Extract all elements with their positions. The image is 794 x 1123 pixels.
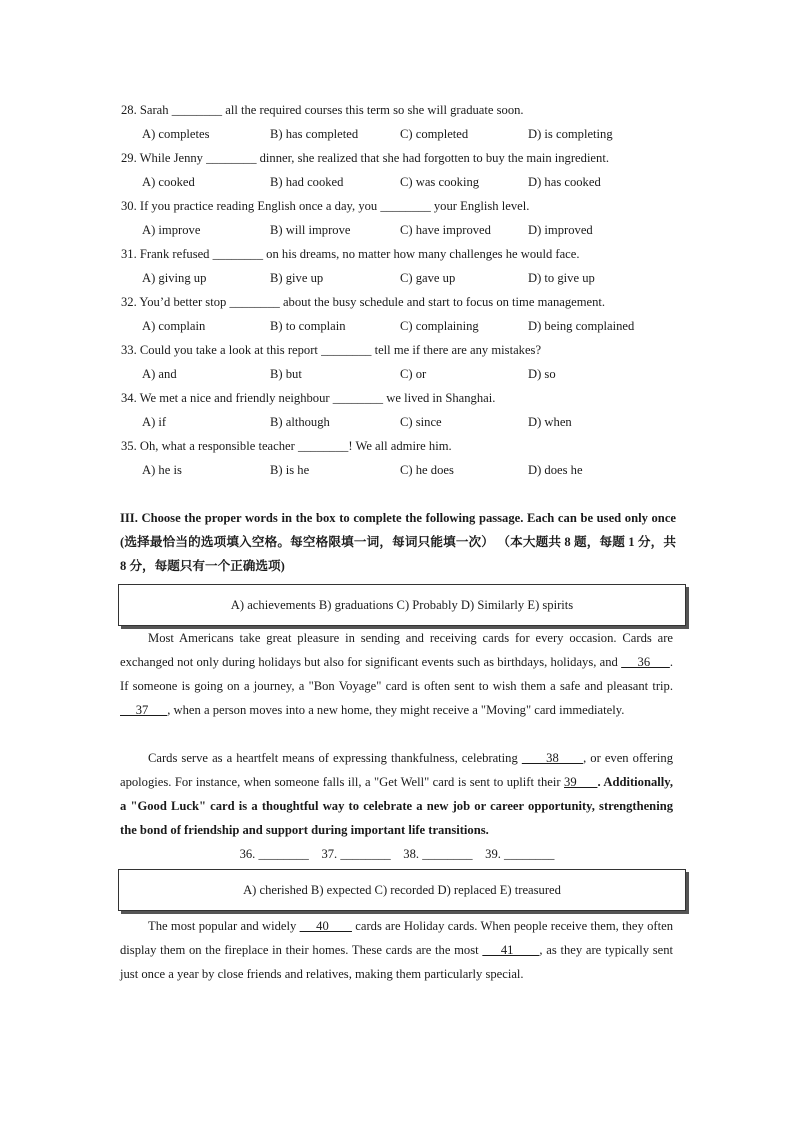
- question-30-option-c[interactable]: C) have improved: [400, 223, 491, 237]
- passage-paragraph-3: [120, 914, 673, 986]
- question-30-stem: 30. If you practice reading English once a day, you ________ your English level.: [121, 199, 530, 213]
- blank-36[interactable]: 36: [621, 655, 670, 669]
- question-34-option-d[interactable]: D) when: [528, 415, 572, 429]
- paragraph-3-text-a: The most popular and widely: [148, 919, 300, 933]
- question-31-option-c[interactable]: C) gave up: [400, 271, 456, 285]
- question-34-option-a[interactable]: A) if: [142, 415, 167, 429]
- blank-38[interactable]: 38: [521, 751, 584, 765]
- paragraph-3-text-b: cards are Holiday cards. When people receive them, they often display them on the fireplace in their homes. These cards are the most: [120, 919, 673, 957]
- question-34-option-c[interactable]: C) since: [400, 415, 442, 429]
- question-34-stem: 34. We met a nice and friendly neighbour ________ we lived in Shanghai.: [121, 391, 496, 405]
- paragraph-2-text-c: . Additionally, a "Good Luck" card is a thoughtful way to celebrate a new job or career opportunity, strengthening the bond of friendship and support during important life transitions.: [120, 775, 674, 837]
- word-box-1-options: A) achievements B) graduations C) Probably D) Similarly E) spirits: [230, 598, 574, 612]
- blank-39[interactable]: 39: [564, 775, 598, 789]
- blank-41[interactable]: 41: [482, 943, 540, 957]
- question-32-option-a[interactable]: A) complain: [142, 319, 206, 333]
- passage-paragraph-1: [120, 626, 673, 722]
- question-35-option-a[interactable]: A) he is: [142, 463, 182, 477]
- question-32-option-d[interactable]: D) being complained: [528, 319, 635, 333]
- question-30-option-b[interactable]: B) will improve: [270, 223, 351, 237]
- paragraph-1-text-b: . If someone is going on a journey, a "Bon Voyage" card is often sent to wish them a safe and pleasant trip.: [120, 655, 674, 693]
- question-33-option-a[interactable]: A) and: [142, 367, 177, 381]
- question-33-stem: 33. Could you take a look at this report ________ tell me if there are any mistakes?: [121, 343, 542, 357]
- question-29-option-a[interactable]: A) cooked: [142, 175, 195, 189]
- question-32-stem: 32. You’d better stop ________ about the busy schedule and start to focus on time management.: [121, 295, 606, 309]
- question-29-option-c[interactable]: C) was cooking: [400, 175, 480, 189]
- question-34-option-b[interactable]: B) although: [270, 415, 330, 429]
- question-35-option-d[interactable]: D) does he: [528, 463, 583, 477]
- question-30-option-a[interactable]: A) improve: [142, 223, 201, 237]
- question-33-option-b[interactable]: B) but: [270, 367, 302, 381]
- question-32-option-c[interactable]: C) complaining: [400, 319, 479, 333]
- question-30-option-d[interactable]: D) improved: [528, 223, 593, 237]
- question-28-option-a[interactable]: A) completes: [142, 127, 210, 141]
- question-28-stem: 28. Sarah ________ all the required courses this term so she will graduate soon.: [121, 103, 524, 117]
- question-31-option-d[interactable]: D) to give up: [528, 271, 595, 285]
- blank-37[interactable]: 37: [120, 703, 168, 717]
- question-31-option-a[interactable]: A) giving up: [142, 271, 207, 285]
- word-box-2-options: A) cherished B) expected C) recorded D) replaced E) treasured: [243, 883, 561, 897]
- paragraph-1-text-c: , when a person moves into a new home, they might receive a "Moving" card immediately.: [167, 703, 625, 717]
- section-3-heading: III. Choose the proper words in the box to complete the following passage. Each can be used only once (选择最恰当的选项填入空格。每空格限填一词，每词只能填一次） （本大题共 8 题，每题 1 分，共 8 分，每题只有一个正确选项): [120, 511, 676, 573]
- blank-40[interactable]: 40: [299, 919, 352, 933]
- paragraph-2-text-a: Cards serve as a heartfelt means of expressing thankfulness, celebrating: [148, 751, 522, 765]
- word-box-1: [118, 584, 686, 626]
- question-35-option-b[interactable]: B) is he: [270, 463, 310, 477]
- paragraph-1-text-a: Most Americans take great pleasure in sending and receiving cards for every occasion. Cards are exchanged not only during holidays but also for significant events such as birthdays, holidays, and: [120, 631, 673, 669]
- question-29-option-b[interactable]: B) had cooked: [270, 175, 344, 189]
- question-35-stem: 35. Oh, what a responsible teacher ________! We all admire him.: [121, 439, 452, 453]
- question-31-option-b[interactable]: B) give up: [270, 271, 324, 285]
- question-33-option-d[interactable]: D) so: [528, 367, 556, 381]
- question-33-option-c[interactable]: C) or: [400, 367, 427, 381]
- paragraph-2-text-b: , or even offering apologies. For instance, when someone falls ill, a "Get Well" card is sent to uplift their: [120, 751, 673, 789]
- question-31-stem: 31. Frank refused ________ on his dreams, no matter how many challenges he would face.: [121, 247, 580, 261]
- question-32-option-b[interactable]: B) to complain: [270, 319, 346, 333]
- word-box-2: [118, 869, 686, 911]
- question-29-stem: 29. While Jenny ________ dinner, she realized that she had forgotten to buy the main ingredient.: [121, 151, 609, 165]
- paragraph-3-text-c: , as they are typically sent just once a year by close friends and relatives, making them particularly special.: [120, 943, 674, 981]
- question-28-option-c[interactable]: C) completed: [400, 127, 469, 141]
- question-35-option-c[interactable]: C) he does: [400, 463, 454, 477]
- question-29-option-d[interactable]: D) has cooked: [528, 175, 601, 189]
- question-28-option-d[interactable]: D) is completing: [528, 127, 613, 141]
- passage-paragraph-2: [120, 746, 673, 842]
- answer-fill-row[interactable]: 36. ________ 37. ________ 38. ________ 39. ________: [239, 847, 555, 861]
- question-28-option-b[interactable]: B) has completed: [270, 127, 359, 141]
